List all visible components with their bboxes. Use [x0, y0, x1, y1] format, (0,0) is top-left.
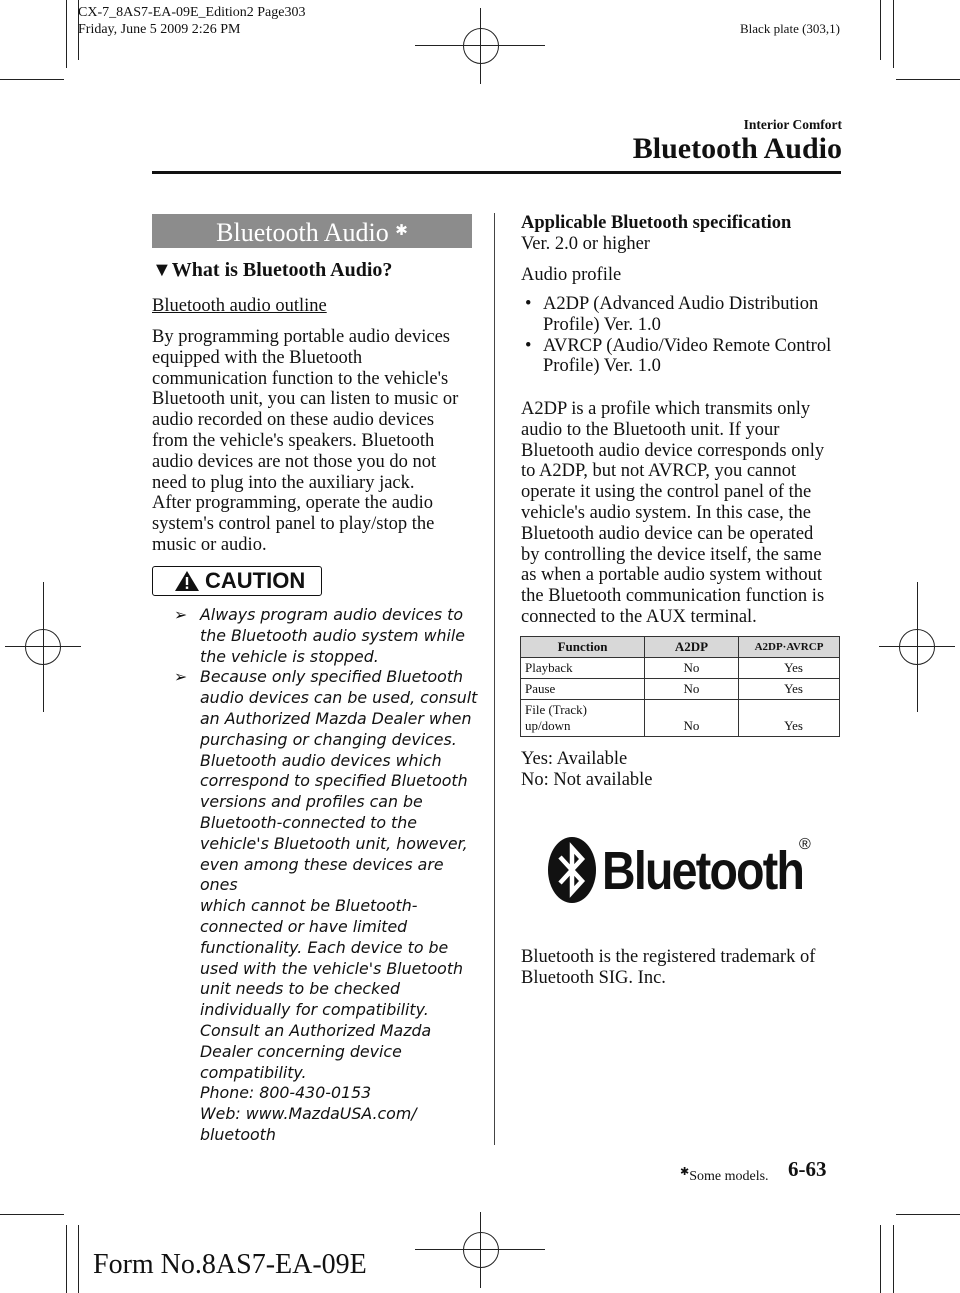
caution-badge — [152, 566, 322, 596]
outline-line: Bluetooth unit, you can listen to music or — [152, 389, 459, 410]
trademark-line: Bluetooth is the registered trademark of — [521, 947, 816, 967]
caution-line: used with the vehicle's Bluetooth — [200, 958, 464, 978]
caution-line: Bluetooth audio devices which — [200, 750, 442, 770]
form-number: Form No.8AS7-EA-09E — [93, 1249, 367, 1280]
outline-line: audio recorded on these audio devices — [152, 410, 435, 431]
warning-triangle-icon — [174, 570, 200, 592]
subheading — [152, 259, 392, 282]
outline-title: Bluetooth audio outline — [152, 296, 327, 316]
print-meta — [78, 4, 305, 38]
profile-line: A2DP (Advanced Audio Distribution — [543, 294, 819, 314]
section-title-bar — [152, 214, 472, 248]
caution-line: Dealer concerning device — [200, 1041, 402, 1061]
table-header-row — [521, 637, 840, 658]
caution-line: purchasing or changing devices. — [200, 729, 457, 749]
caution-line: Phone: 800-430-0153 — [200, 1083, 372, 1103]
profile-line: Profile) Ver. 1.0 — [543, 314, 661, 335]
bullet-icon: • — [525, 294, 532, 314]
outline-line: communication function to the vehicle's — [152, 368, 449, 389]
caution-label: CAUTION — [205, 568, 306, 593]
registered-mark: ® — [799, 836, 811, 853]
outline-line: music or audio. — [152, 534, 267, 555]
explain-line: A2DP is a profile which transmits only — [521, 399, 811, 419]
explain-line: to A2DP, but not AVRCP, you cannot — [521, 461, 797, 482]
explain-line: by controlling the device itself, the same — [521, 544, 822, 565]
profile-item — [521, 336, 851, 378]
table-cell: No — [645, 700, 739, 737]
explain-line: Bluetooth audio device can be operated — [521, 523, 814, 544]
table-cell: No — [645, 658, 739, 679]
spec-version: Ver. 2.0 or higher — [521, 234, 650, 254]
table-cell: File (Track) up/down — [521, 700, 645, 737]
outline-line: After programming, operate the audio — [152, 493, 433, 514]
bluetooth-rune-icon — [547, 836, 597, 904]
trademark-note — [521, 947, 815, 989]
explain-line: operate it using the control panel of the — [521, 482, 812, 503]
caution-line: which cannot be Bluetooth- — [200, 896, 418, 916]
table-header: A2DP·AVRCP — [739, 637, 840, 658]
print-meta-line2: Friday, June 5 2009 2:26 PM — [78, 22, 241, 37]
caution-line: versions and profiles can be — [200, 792, 423, 812]
profile-title: Audio profile — [521, 265, 622, 285]
caution-line: the Bluetooth audio system while — [200, 625, 466, 645]
header-category: Interior Comfort — [743, 117, 842, 132]
profile-line: Profile) Ver. 1.0 — [543, 356, 661, 377]
bluetooth-logo — [547, 836, 817, 906]
star-icon: ✱ — [395, 223, 408, 239]
caution-line: unit needs to be checked — [200, 979, 400, 999]
some-models-text: Some models. — [689, 1169, 769, 1184]
caution-line: audio devices can be used, consult — [200, 688, 478, 708]
trademark-line: Bluetooth SIG. Inc. — [521, 967, 666, 988]
table-row — [521, 700, 840, 737]
outline-paragraph — [152, 327, 482, 556]
some-models-note — [680, 1165, 769, 1185]
plate-label: Black plate (303,1) — [740, 21, 840, 36]
caution-line: Consult an Authorized Mazda — [200, 1020, 432, 1040]
outline-line: system's control panel to play/stop the — [152, 514, 435, 535]
caution-line: vehicle's Bluetooth unit, however, — [200, 833, 468, 853]
outline-line: audio devices are not those you do not — [152, 451, 437, 472]
bluetooth-wordmark: Bluetooth — [602, 841, 804, 901]
star-icon: ✱ — [680, 1166, 690, 1178]
arrow-bullet-icon: ➢ — [174, 605, 188, 624]
caution-item — [174, 667, 479, 1145]
arrow-bullet-icon: ➢ — [174, 667, 188, 687]
profile-item — [521, 294, 851, 336]
table-cell: Playback — [521, 658, 645, 679]
table-cell: No — [645, 679, 739, 700]
table-header: Function — [521, 637, 645, 658]
bullet-icon: • — [525, 335, 532, 356]
outline-line: need to plug into the auxiliary jack. — [152, 472, 415, 493]
caution-line: Web: www.MazdaUSA.com/ — [200, 1104, 417, 1124]
explain-paragraph — [521, 399, 851, 628]
explain-line: the Bluetooth communication function is — [521, 586, 825, 607]
print-meta-line1: CX-7_8AS7-EA-09E_Edition2 Page303 — [78, 5, 306, 20]
legend-no: No: Not available — [521, 769, 653, 790]
explain-line: Bluetooth audio device corresponds only — [521, 440, 825, 461]
table-cell: Pause — [521, 679, 645, 700]
subheading-text: What is Bluetooth Audio? — [171, 259, 393, 281]
table-row — [521, 658, 840, 679]
caution-line: Bluetooth-connected to the — [200, 812, 417, 832]
triangle-down-icon: ▼ — [152, 259, 172, 281]
profile-list — [521, 294, 851, 377]
caution-line: compatibility. — [200, 1062, 307, 1082]
explain-line: vehicle's audio system. In this case, the — [521, 502, 812, 523]
caution-line: functionality. Each device to be — [200, 937, 449, 957]
caution-line: bluetooth — [200, 1124, 276, 1144]
table-cell: Yes — [739, 700, 840, 737]
header-title: Bluetooth Audio — [632, 132, 842, 165]
caution-line: individually for compatibility. — [200, 1000, 429, 1020]
function-table — [520, 636, 840, 737]
caution-list — [174, 605, 479, 1146]
outline-line: from the vehicle's speakers. Bluetooth — [152, 430, 435, 451]
section-title: Bluetooth Audio — [216, 218, 389, 247]
caution-item — [174, 605, 479, 667]
table-row — [521, 679, 840, 700]
explain-line: connected to the AUX terminal. — [521, 606, 757, 627]
table-cell: Yes — [739, 679, 840, 700]
table-cell: Yes — [739, 658, 840, 679]
table-header: A2DP — [645, 637, 739, 658]
outline-line: equipped with the Bluetooth — [152, 347, 363, 368]
caution-line: connected or have limited — [200, 916, 408, 936]
legend-yes: Yes: Available — [521, 749, 628, 769]
explain-line: audio to the Bluetooth unit. If your — [521, 419, 780, 440]
caution-line: Because only specified Bluetooth — [200, 667, 464, 687]
header-rule — [152, 171, 841, 174]
caution-line: even among these devices are ones — [200, 854, 444, 895]
legend — [521, 749, 653, 791]
caution-line: an Authorized Mazda Dealer when — [200, 708, 472, 728]
column-divider — [494, 213, 495, 1145]
caution-line: Always program audio devices to — [200, 605, 463, 624]
explain-line: as when a portable audio system without — [521, 565, 823, 586]
caution-line: the vehicle is stopped. — [200, 646, 379, 666]
page-number: 6-63 — [788, 1157, 827, 1181]
outline-line: By programming portable audio devices — [152, 327, 450, 347]
caution-line: correspond to specified Bluetooth — [200, 771, 468, 791]
spec-title: Applicable Bluetooth specification — [521, 213, 792, 233]
profile-line: AVRCP (Audio/Video Remote Control — [543, 335, 832, 356]
